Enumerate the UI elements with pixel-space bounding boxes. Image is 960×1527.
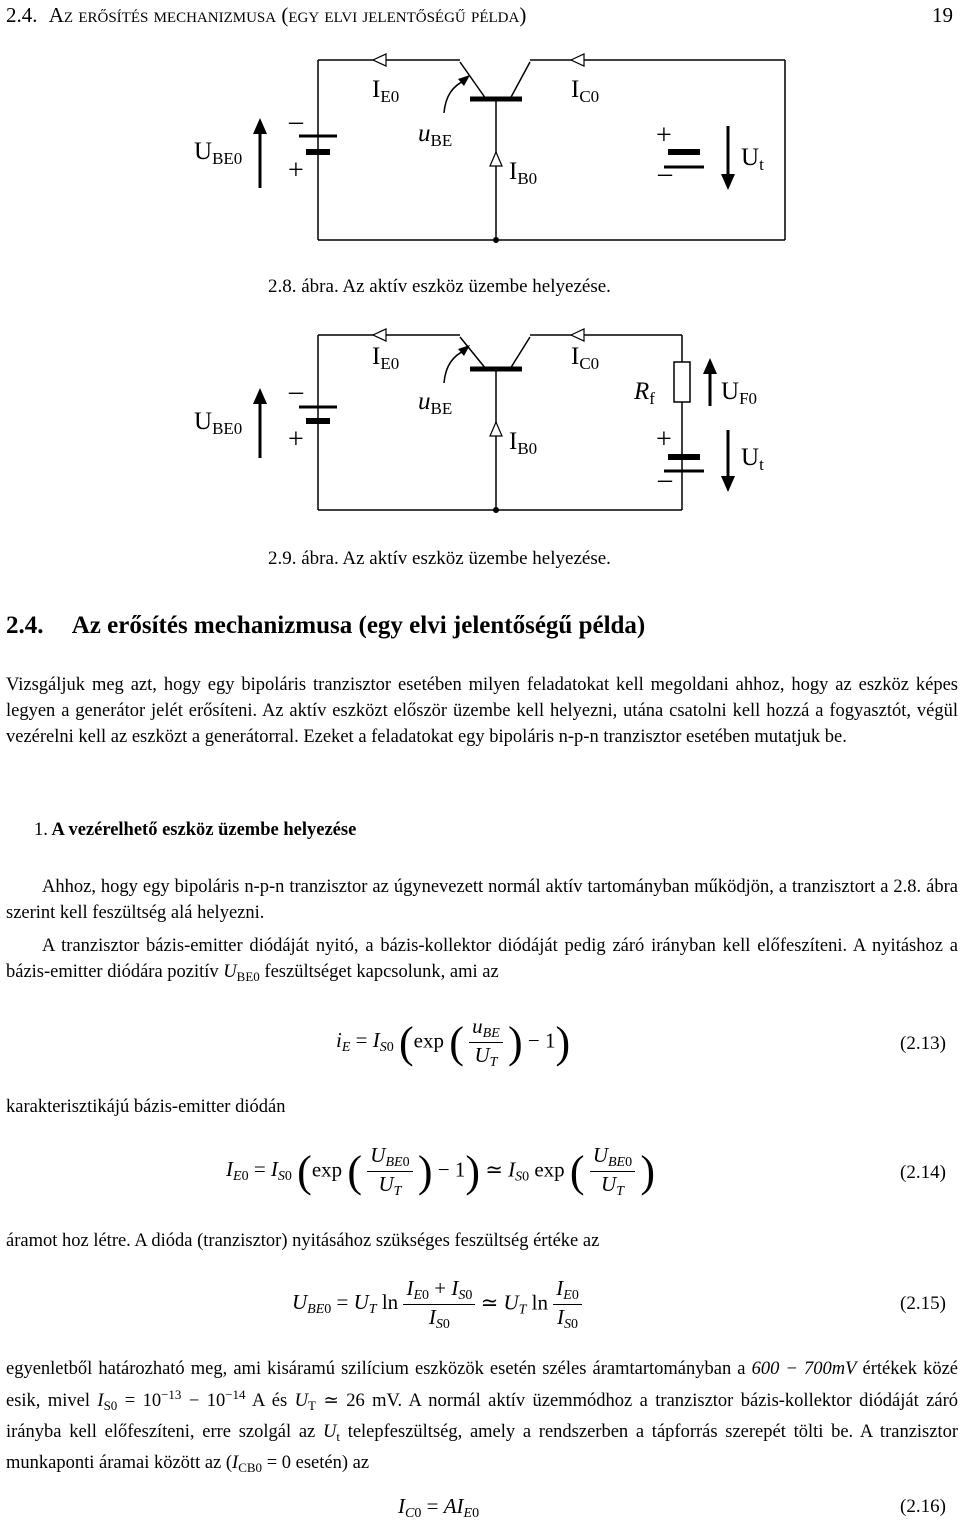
plus-sign: + [656,120,672,151]
minus-sign: – [658,158,672,189]
subheading-title: A vezérelhető eszköz üzembe helyezése [51,820,357,840]
label-ut [741,144,764,175]
paragraph-diode: karakterisztikájú bázis-emitter diódán [6,1097,286,1117]
equation-2-14: $I_{E0} = I_{S0}$ (exp ( $\frac{U_{BE0}}{U_T}$ ) − 1) ≃ $I_{S0}$ exp ( $\frac{U_{BE0}}{U_T}$ ) [226,1143,656,1199]
subheading-number: 1. [34,820,48,840]
range-line4: telepfeszültség, amely a rendszerben a tápforrás szerepét tölti be. A tranzisztor munkaponti áramai [6,1422,959,1474]
label-ie0 [372,76,399,107]
figure-2-9-circuit [0,270,960,570]
equation-number-2-16: (2.16) [900,1496,946,1517]
ut-battery-letter: U [322,1422,337,1443]
paren-close: ) [508,1018,523,1067]
label-ic0-symbol: I [571,343,580,370]
eq215-fraction: $\frac{I_{E0} + I_{S0}}{I_{S0}}$ [403,1276,475,1333]
paren-open: ( [399,1018,414,1067]
icb0-subscript: CB0 [238,1460,263,1476]
label-ie0-symbol: I [372,76,381,103]
minus-ten: − 10 [188,1391,226,1412]
numbered-subheading [34,817,356,843]
label-uf0-symbol: U [721,378,740,405]
equation-2-13: $i_E = I_{S0}$ (exp ( $\frac{u_{BE}}{U_T}$ ) − 1) [336,1014,571,1070]
range-line5: között az ( [153,1453,233,1474]
eq213-lhs: $i_E = I_{S0}$ [336,1028,394,1056]
label-ie0-subscript: E0 [380,354,400,373]
paragraph-intro: Vizsgáljuk meg azt, hogy egy bipoláris tranzisztor esetében milyen feladatokat kell megoldani ahhoz, hogy az eszköz képes legyen a generátor jelét erősíteni. Az aktív eszközt először üzembe kell helyezni, utána csatolni kell hozzá a fogyasztót, végül vezérelni kell az eszközt a generátorral. Ezeket a feladatokat egy bipoláris n-p-n tranzisztor esetében mutatjuk be. [6,675,958,747]
paren-open: ( [297,1147,312,1196]
range-line3: üzemmódhoz a tranzisztor bázis-kollektor diódáját záró irányba kell előfeszíteni, erre szolgál az [6,1391,958,1443]
range-value: 600 − 700mV [751,1359,857,1379]
paren-close: ) [417,1147,433,1196]
label-ib0 [509,158,537,189]
equation-2-16: $I_{C0} = AI_{E0}$ [398,1494,480,1521]
label-ib0-symbol: I [509,428,518,455]
header-section-number: 2.4. [6,3,38,27]
icb0-symbol [232,1453,263,1476]
label-ic0-subscript: C0 [579,87,600,106]
figure-2-8-caption: 2.8. ábra. Az aktív eszköz üzembe helyezése. [268,276,611,297]
equation-number-2-15: (2.15) [900,1293,946,1314]
label-ic0-symbol: I [571,76,580,103]
equation-2-15: $U_{BE0} = U_T$ ln $\frac{I_{E0} + I_{S0}}{I_{S0}}$ ≃ $U_T$ ln $\frac{I_{E0}}{I_{S0}}$ [292,1276,582,1333]
label-ube-symbol: u [418,388,431,415]
paren-open: ( [347,1147,363,1196]
icb0-letter: I [232,1453,239,1474]
range-line5-end: = 0 esetén) az [266,1453,370,1474]
paragraph-bias [6,933,958,990]
ut-letter: U [294,1391,308,1412]
bias-text: A tranzisztor bázis-emitter diódáját nyitó, a bázis-kollektor diódáját pedig záró irányban kell előfeszíteni. A nyitáshoz a bázis-emitter diódára pozitív [6,936,958,982]
label-ube0 [194,138,242,169]
is0-subscript: S0 [103,1398,118,1414]
figure-2-8-circuit [0,0,960,300]
label-ube-subscript: BE [430,399,453,418]
label-ube [418,120,452,151]
label-ic0 [571,343,599,374]
equation-number-2-13: (2.13) [900,1033,946,1054]
label-ib0-subscript: B0 [517,169,538,188]
ut-value: ≃ 26 mV. A normál aktív [323,1391,526,1412]
range-line1: egyenletből határozható meg, ami kisáramú szilícium eszközök esetén széles áramtartományban a [6,1359,746,1379]
exp-1: −13 [161,1387,182,1402]
ut-symbol [294,1391,316,1414]
label-ut-symbol: U [741,444,760,471]
label-ie0-subscript: E0 [380,87,400,106]
plus-sign: + [288,155,304,186]
section-number: 2.4. [6,612,44,639]
paren-close: ) [555,1018,571,1067]
section-title: Az erősítés mechanizmusa (egy elvi jelentőségű példa) [71,612,646,639]
paragraph-range [6,1356,958,1481]
label-ib0 [509,428,537,459]
label-ib0-symbol: I [509,158,518,185]
label-uf0 [721,378,757,409]
label-rf [634,378,655,409]
bias-variable-subscript: BE0 [236,969,260,984]
bias-text-end: feszültséget kapcsolunk, ami az [264,962,499,982]
eq215-fraction-2: $\frac{I_{E0}}{I_{S0}}$ [553,1276,582,1333]
eq214-fraction: $\frac{U_{BE0}}{U_T}$ [367,1143,412,1200]
figure-2-9-caption: 2.9. ábra. Az aktív eszköz üzembe helyezése. [268,548,611,569]
minus-sign: – [289,106,303,137]
label-ube [418,388,452,419]
label-ube0-symbol: U [194,408,213,435]
range-mid: értékek közé esik, mivel [6,1359,958,1412]
label-ut [741,444,764,475]
page-number: 19 [932,3,953,27]
label-ube0-subscript: BE0 [212,419,243,438]
section-heading [6,612,645,640]
plus-sign: + [288,424,304,455]
paren-close: ) [465,1147,480,1196]
eq214-fraction-2: $\frac{U_{BE0}}{U_T}$ [590,1143,635,1200]
equation-number-2-14: (2.14) [900,1162,946,1183]
label-ib0-subscript: B0 [517,439,538,458]
label-ut-subscript: t [759,455,764,474]
eq215-lhs: $U_{BE0} = U_T$ ln [292,1290,399,1318]
paragraph-normal-active: Ahhoz, hogy egy bipoláris n-p-n tranzisztor az úgynevezett normál aktív tartományban működjön, a tranzisztort a 2.8. ábra szerint kell feszültség alá helyezni. [6,877,958,923]
label-ie0-symbol: I [372,343,381,370]
eq213-fraction: $\frac{u_{BE}}{U_T}$ [469,1014,503,1071]
plus-sign: + [656,424,672,455]
minus-sign: – [658,464,672,495]
label-ube0-symbol: U [194,138,213,165]
is0-symbol [97,1391,118,1414]
label-ic0 [571,76,599,107]
ut-battery-symbol [322,1422,340,1445]
exp-2: −14 [225,1387,246,1402]
is0-value: = 10 [124,1391,162,1412]
label-ut-symbol: U [741,144,760,171]
eq214-lhs: $I_{E0} = I_{S0}$ [226,1157,292,1185]
paren-close: ) [640,1147,656,1196]
label-rf-symbol: R [634,378,650,405]
ut-battery-subscript: t [336,1429,340,1445]
header-title: Az erősítés mechanizmusa (egy elvi jelentőségű példa) [48,3,527,27]
label-ic0-subscript: C0 [579,354,600,373]
amp-unit: A és [251,1391,288,1412]
label-ube-subscript: BE [430,131,453,150]
is0-letter: I [97,1391,104,1412]
label-rf-subscript: f [649,389,655,408]
label-ut-subscript: t [759,155,764,174]
paragraph-current: áramot hoz létre. A dióda (tranzisztor) nyitásához szükséges feszültség értéke az [6,1231,600,1251]
minus-sign: – [289,376,303,407]
label-ube0-subscript: BE0 [212,149,243,168]
paren-open: ( [449,1018,464,1067]
label-uf0-subscript: F0 [739,389,758,408]
label-ie0 [372,343,399,374]
label-ube-symbol: u [418,120,431,147]
paren-open: ( [569,1147,585,1196]
bias-variable-symbol: U [223,962,237,982]
bias-variable [223,962,260,982]
ut-subscript: T [307,1398,316,1414]
label-ube0 [194,408,242,439]
